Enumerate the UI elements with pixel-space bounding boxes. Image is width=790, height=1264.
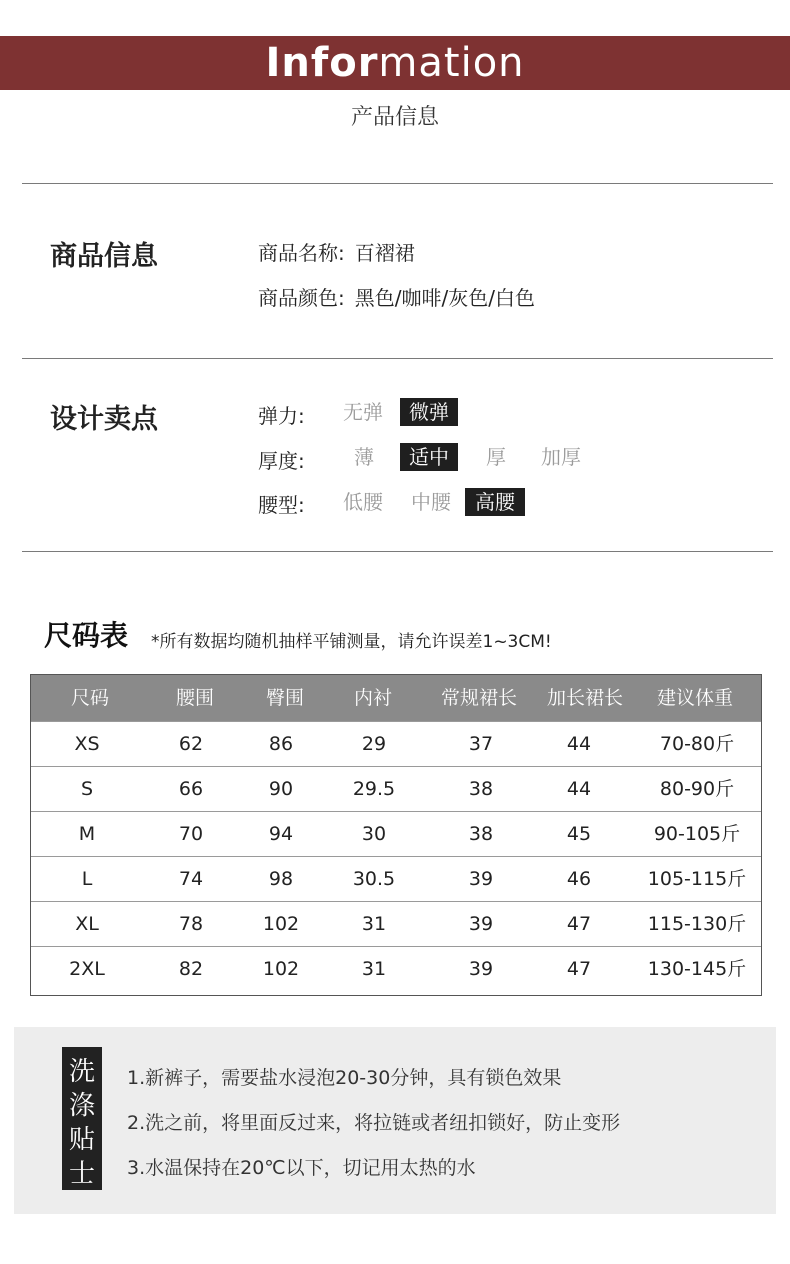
table-cell: 39 <box>468 913 494 935</box>
table-row <box>31 901 761 946</box>
care-badge-char: 士 <box>68 1159 95 1189</box>
table-cell: S <box>80 778 94 800</box>
table-cell: 130-145斤 <box>647 958 747 980</box>
table-cell: 102 <box>262 913 300 935</box>
table-cell: 46 <box>566 868 592 890</box>
care-tips-box <box>14 1027 776 1214</box>
table-cell: 29.5 <box>352 778 396 800</box>
care-tips-badge <box>62 1047 102 1190</box>
thickness-option-thick: 厚 <box>486 445 506 469</box>
table-cell: 47 <box>566 958 592 980</box>
column-header: 建议体重 <box>656 687 733 709</box>
size-table <box>30 674 762 996</box>
table-cell: 38 <box>468 823 494 845</box>
table-cell: 39 <box>468 868 494 890</box>
table-cell: 29 <box>361 733 387 755</box>
product-color-key: 商品颜色: <box>258 286 345 310</box>
size-chart-heading: 尺码表 <box>44 619 129 652</box>
table-row <box>31 811 761 856</box>
table-cell: 31 <box>361 958 387 980</box>
care-tip-line: 1.新裤子，需要盐水浸泡20-30分钟，具有锁色效果 <box>127 1067 562 1089</box>
table-row <box>31 946 761 991</box>
thickness-option-extra-thick: 加厚 <box>541 445 581 469</box>
column-header: 臀围 <box>265 687 304 709</box>
table-cell: XL <box>75 913 99 935</box>
table-row <box>31 856 761 901</box>
table-cell: 105-115斤 <box>647 868 747 890</box>
table-cell: 80-90斤 <box>659 778 735 800</box>
care-tip-line: 3.水温保持在20℃以下，切记用太热的水 <box>127 1157 476 1179</box>
waist-type-label: 腰型: <box>258 493 305 517</box>
divider <box>22 551 773 552</box>
waist-option-low: 低腰 <box>343 490 383 514</box>
elasticity-option-none: 无弹 <box>343 400 383 424</box>
care-badge-char: 贴 <box>68 1125 95 1155</box>
product-name-value: 百褶裙 <box>354 241 415 265</box>
table-cell: 66 <box>178 778 204 800</box>
table-cell: 94 <box>268 823 294 845</box>
column-header: 加长裙长 <box>546 687 623 709</box>
thickness-label: 厚度: <box>258 449 305 473</box>
table-cell: 47 <box>566 913 592 935</box>
product-name-key: 商品名称: <box>258 241 345 265</box>
product-color-line <box>258 282 535 311</box>
table-cell: 30.5 <box>352 868 396 890</box>
waist-option-high: 高腰 <box>465 488 525 516</box>
divider <box>22 358 773 359</box>
page-subtitle: 产品信息 <box>350 105 439 130</box>
table-cell: 115-130斤 <box>647 913 747 935</box>
table-cell: 74 <box>178 868 204 890</box>
table-row <box>31 721 761 766</box>
table-cell: 30 <box>361 823 387 845</box>
table-cell: 38 <box>468 778 494 800</box>
table-cell: M <box>78 823 96 845</box>
size-chart-note: *所有数据均随机抽样平铺测量，请允许误差1~3CM! <box>151 632 552 652</box>
column-header: 内衬 <box>353 687 392 709</box>
table-cell: 44 <box>566 733 592 755</box>
table-cell: 37 <box>468 733 494 755</box>
thickness-option-thin: 薄 <box>354 445 374 469</box>
table-cell: 70-80斤 <box>659 733 735 755</box>
table-header-row <box>31 675 761 721</box>
care-badge-char: 涤 <box>68 1091 95 1121</box>
table-cell: 86 <box>268 733 294 755</box>
care-badge-char: 洗 <box>68 1057 95 1087</box>
table-cell: L <box>81 868 93 890</box>
thickness-option-medium: 适中 <box>400 443 458 471</box>
divider <box>22 183 773 184</box>
banner-title <box>0 36 790 90</box>
elasticity-option-slight: 微弹 <box>400 398 458 426</box>
product-color-value: 黑色/咖啡/灰色/白色 <box>354 286 535 310</box>
column-header: 尺码 <box>70 687 109 709</box>
table-cell: 31 <box>361 913 387 935</box>
waist-option-mid: 中腰 <box>411 490 451 514</box>
table-cell: 102 <box>262 958 300 980</box>
table-cell: 2XL <box>69 958 105 980</box>
table-cell: 62 <box>178 733 204 755</box>
table-cell: 39 <box>468 958 494 980</box>
column-header: 常规裙长 <box>440 687 517 709</box>
table-cell: 78 <box>178 913 204 935</box>
table-cell: 98 <box>268 868 294 890</box>
table-cell: 45 <box>566 823 592 845</box>
table-cell: 70 <box>178 823 204 845</box>
table-row <box>31 766 761 811</box>
care-tip-line: 2.洗之前，将里面反过来，将拉链或者纽扣锁好，防止变形 <box>127 1112 621 1134</box>
table-cell: 82 <box>178 958 204 980</box>
table-cell: 44 <box>566 778 592 800</box>
product-name-line <box>258 237 415 266</box>
banner-title-rest: mation <box>378 40 525 86</box>
elasticity-label: 弹力: <box>258 404 305 428</box>
header-banner <box>0 36 790 90</box>
banner-title-bold: Infor <box>265 40 379 86</box>
table-cell: 90 <box>268 778 294 800</box>
table-cell: 90-105斤 <box>653 823 741 845</box>
table-cell: XS <box>74 733 100 755</box>
product-info-heading: 商品信息 <box>50 241 158 272</box>
design-heading: 设计卖点 <box>50 404 158 435</box>
column-header: 腰围 <box>175 687 214 709</box>
